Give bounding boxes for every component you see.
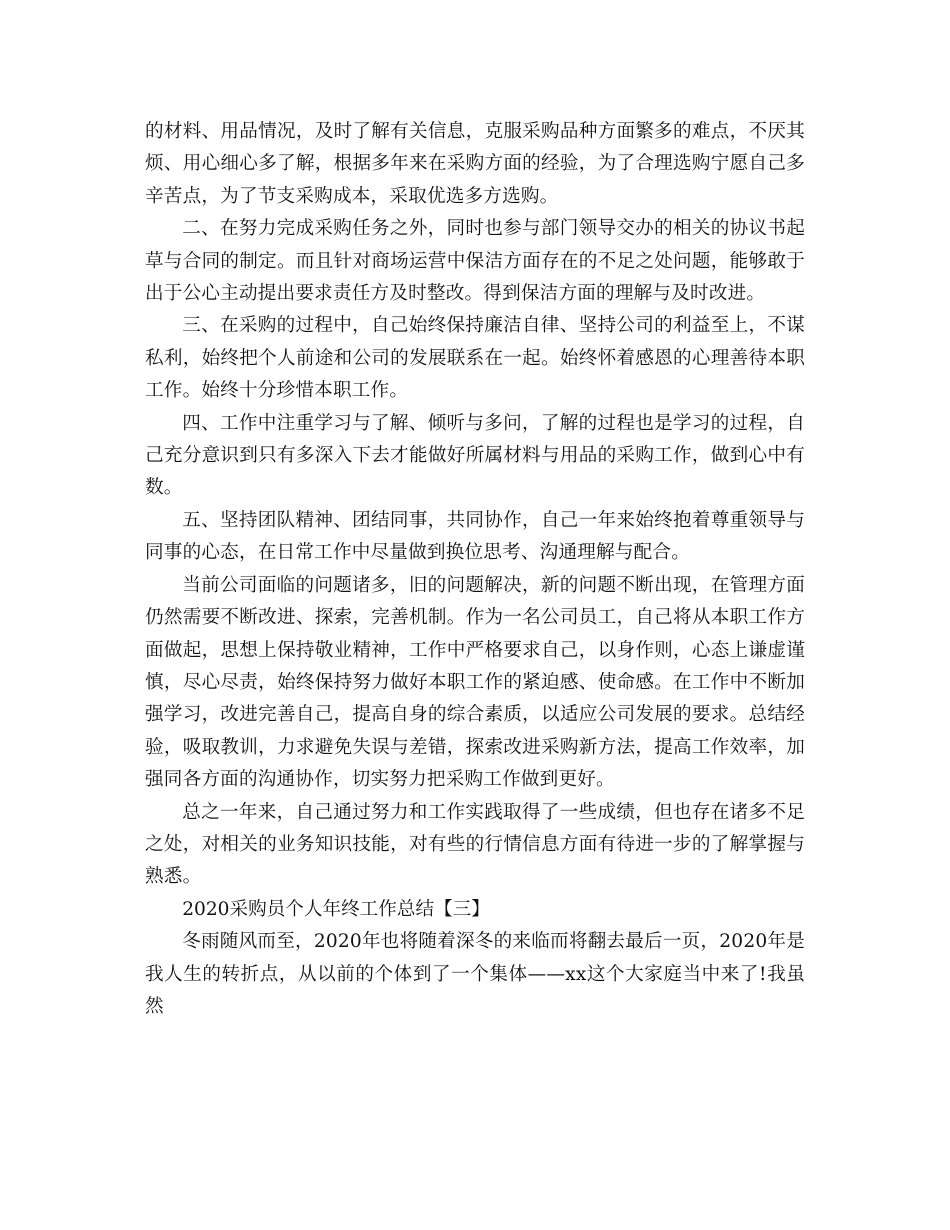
paragraph-current-issues: 当前公司面临的问题诸多，旧的问题解决，新的问题不断出现，在管理方面仍然需要不断改进、探索，完善机制。作为一名公司员工，自己将从本职工作方面做起，思想上保持敬业精神，工作中严格要求自己，以身作则，心态上谦虚谨慎，尽心尽责，始终保持努力做好本职工作的紧迫感、使命感。在工作中不断加强学习，改进完善自己，提高自身的综合素质，以适应公司发展的要求。总结经验，吸取教训，力求避免失误与差错，探索改进采购新方法，提高工作效率，加强同各方面的沟通协作，切实努力把采购工作做到更好。 — [145, 574, 805, 791]
paragraph-item-four: 四、工作中注重学习与了解、倾听与多问，了解的过程也是学习的过程，自己充分意识到只有多深入下去才能做好所属材料与用品的采购工作，做到心中有数。 — [145, 412, 805, 499]
paragraph-item-two: 二、在努力完成采购任务之外，同时也参与部门领导交办的相关的协议书起草与合同的制定。而且针对商场运营中保洁方面存在的不足之处问题，能够敢于出于公心主动提出要求责任方及时整改。得到保洁方面的理解与及时改进。 — [145, 218, 805, 305]
paragraph-closing: 冬雨随风而至，2020年也将随着深冬的来临而将翻去最后一页，2020年是我人生的转折点，从以前的个体到了一个集体——xx这个大家庭当中来了!我虽然 — [145, 931, 805, 1017]
paragraph-item-three: 三、在采购的过程中，自己始终保持廉洁自律、坚持公司的利益至上，不谋私利，始终把个人前途和公司的发展联系在一起。始终怀着感恩的心理善待本职工作。始终十分珍惜本职工作。 — [145, 315, 805, 402]
document-page — [145, 116, 805, 1023]
paragraph-summary: 总之一年来，自己通过努力和工作实践取得了一些成绩，但也存在诸多不足之处，对相关的业务知识技能，对有些的行情信息方面有待进一步的了解掌握与熟悉。 — [145, 801, 805, 888]
paragraph-continuation: 的材料、用品情况，及时了解有关信息，克服采购品种方面繁多的难点，不厌其烦、用心细心多了解，根据多年来在采购方面的经验，为了合理选购宁愿自己多辛苦点，为了节支采购成本，采取优选多方选购。 — [145, 121, 805, 207]
section-heading: 2020采购员个人年终工作总结【三】 — [182, 898, 490, 920]
paragraph-item-five: 五、坚持团队精神、团结同事，共同协作，自己一年来始终抱着尊重领导与同事的心态，在日常工作中尽量做到换位思考、沟通理解与配合。 — [145, 509, 805, 564]
